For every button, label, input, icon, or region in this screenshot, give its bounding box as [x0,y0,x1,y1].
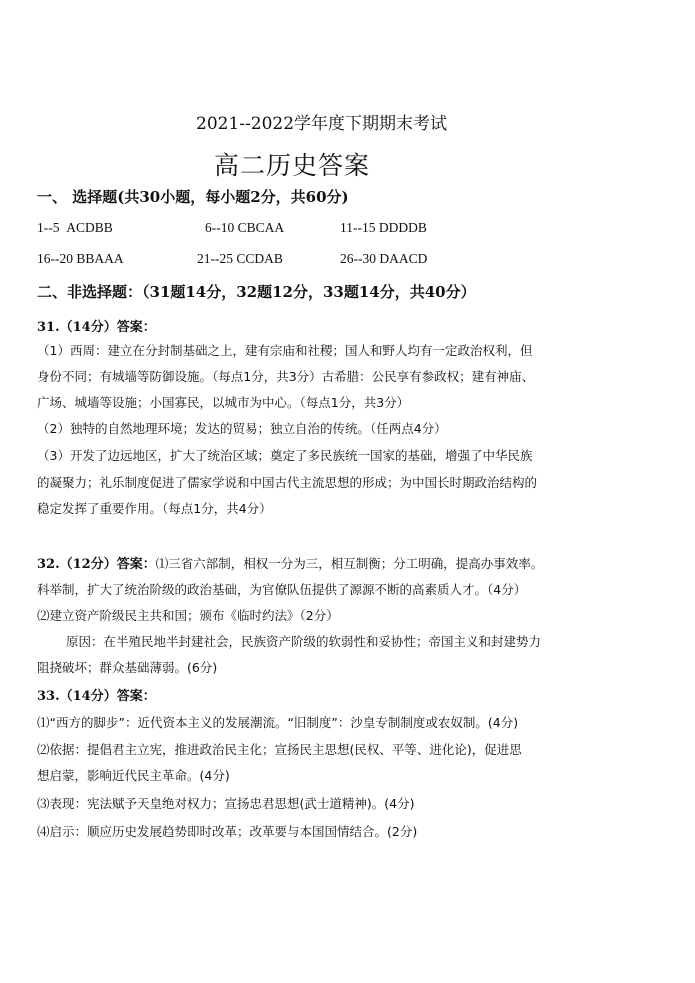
q32-line: ⑴三省六部制，相权一分为三，相互制衡；分工明确，提高办事效率。 [155,556,544,571]
q33-line: 想启蒙，影响近代民主革命。(4分) [37,768,230,783]
q33-line: ⑷启示：顺应历史发展趋势即时改革；改革要与本国国情结合。(2分) [37,824,418,839]
q31-line: 的凝聚力；礼乐制度促进了儒家学说和中国古代主流思想的形成；为中国长时期政治结构的 [37,475,538,490]
answer-group: 1--5 ACDBB [37,220,113,235]
answer-group: 21--25 CCDAB [197,251,283,266]
answer-group: 16--20 BBAAA [37,251,124,266]
q31-line: 稳定发挥了重要作用。（每点1分，共4分） [37,501,272,516]
q33-line: ⑴“西方的脚步”：近代资本主义的发展潮流。“旧制度”：沙皇专制制度或农奴制。(4分) [37,715,519,730]
q32-line: 阻挠破坏；群众基础薄弱。(6分) [37,660,218,675]
answer-group: 26--30 DAACD [340,251,428,266]
section-2-heading: 二、非选择题：（31题14分，32题12分，33题14分，共40分） [37,283,476,301]
question-33-label: 33.（14分）答案： [37,689,156,704]
q32-line: 科举制，扩大了统治阶级的政治基础，为官僚队伍提供了源源不断的高素质人才。（4分） [37,582,527,597]
answer-group: 11--15 DDDDB [340,220,427,235]
exam-title: 2021--2022学年度下期期末考试 [196,114,448,134]
q32-line: 原因：在半殖民地半封建社会，民族资产阶级的软弱性和妥协性；帝国主义和封建势力 [66,634,542,649]
q31-line: （1）西周：建立在分封制基础之上，建有宗庙和社稷；国人和野人均有一定政治权利，但 [37,343,533,358]
q31-line: （2）独特的自然地理环境；发达的贸易；独立自治的传统。（任两点4分） [37,421,447,436]
q31-line: 广场、城墙等设施；小国寡民，以城市为中心。（每点1分，共3分） [37,395,410,410]
question-32-label: 32.（12分）答案： [37,557,156,572]
q31-line: （3）开发了边远地区，扩大了统治区域；奠定了多民族统一国家的基础，增强了中华民族 [37,448,533,463]
q33-line: ⑶表现：宪法赋予天皇绝对权力；宣扬忠君思想(武士道精神)。(4分) [37,796,415,811]
answer-group: 6--10 CBCAA [205,220,285,235]
question-31-label: 31.（14分）答案： [37,320,156,335]
subject-title: 高二历史答案 [214,151,371,180]
q32-first-line [37,553,543,573]
q31-line: 身份不同；有城墙等防御设施。（每点1分，共3分）古希腊：公民享有参政权；建有神庙、 [37,369,535,384]
q32-line: ⑵建立资产阶级民主共和国；颁布《临时约法》（2分） [37,608,339,623]
section-1-heading: 一、 选择题(共30小题，每小题2分，共60分) [37,188,349,206]
q33-line: ⑵依据：提倡君主立宪，推进政治民主化；宣扬民主思想(民权、平等、进化论)，促进思 [37,742,522,757]
